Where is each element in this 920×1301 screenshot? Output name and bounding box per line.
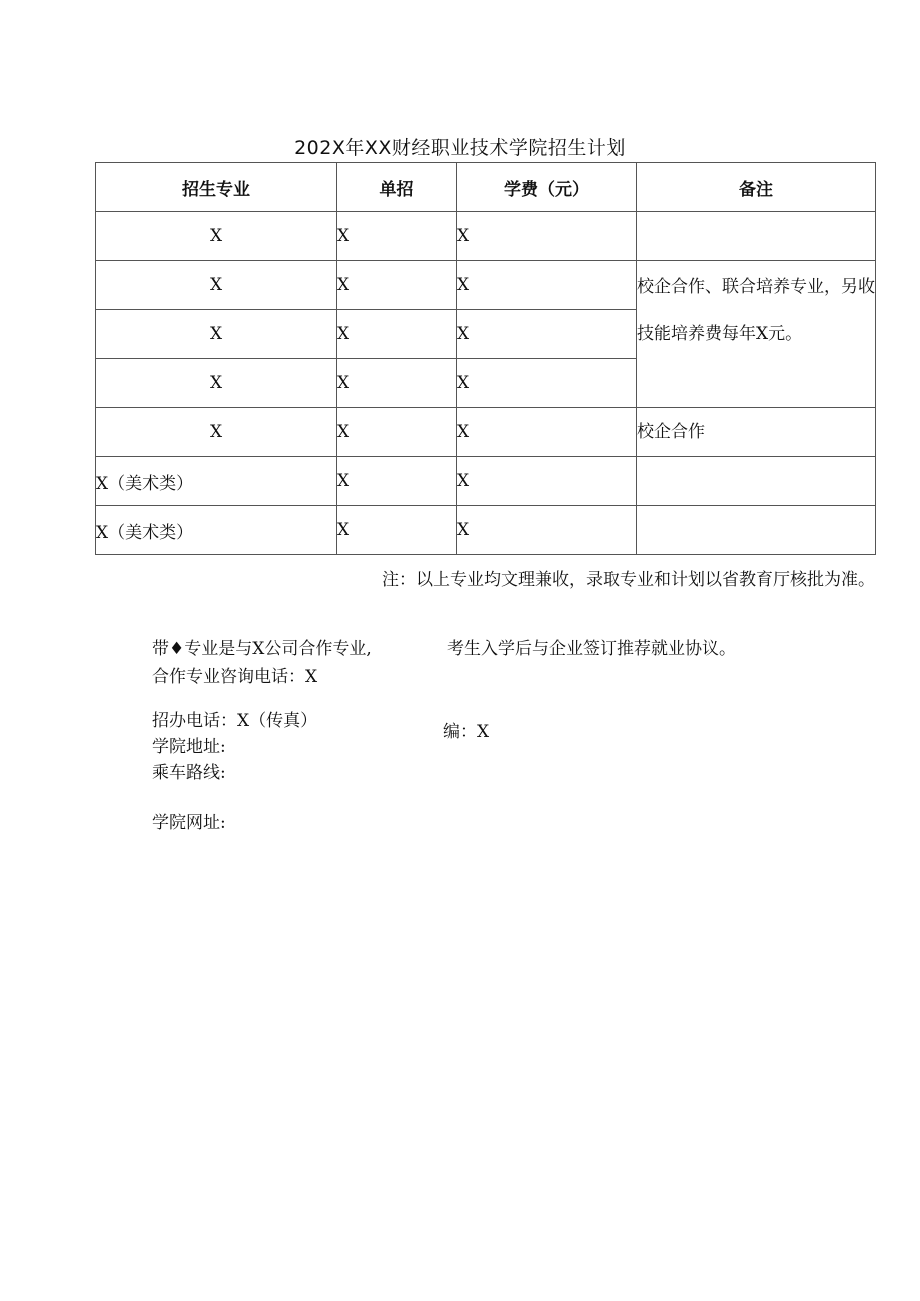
cell-major: X xyxy=(96,310,337,359)
cell-note xyxy=(637,506,876,555)
header-quota: 单招 xyxy=(337,163,457,212)
table-row xyxy=(96,261,876,310)
website-label: 学院网址: xyxy=(152,813,226,833)
cell-fee: X xyxy=(457,310,637,359)
cell-major: X xyxy=(96,261,337,310)
cell-quota: X xyxy=(337,408,457,457)
table-row xyxy=(96,457,876,506)
header-fee: 学费（元） xyxy=(457,163,637,212)
cell-major: X xyxy=(96,359,337,408)
cell-major: X（美术类） xyxy=(96,506,337,555)
address-label: 学院地址: xyxy=(152,737,226,757)
header-note: 备注 xyxy=(637,163,876,212)
cell-fee: X xyxy=(457,261,637,310)
partner-line: 带♦专业是与X公司合作专业, xyxy=(152,639,372,659)
table-row xyxy=(96,408,876,457)
cell-note xyxy=(637,212,876,261)
table-row xyxy=(96,212,876,261)
table-header-row xyxy=(96,163,876,212)
table-row xyxy=(96,506,876,555)
cell-quota: X xyxy=(337,457,457,506)
cell-quota: X xyxy=(337,359,457,408)
route-label: 乘车路线: xyxy=(152,763,226,783)
cell-quota: X xyxy=(337,261,457,310)
office-phone: 招办电话：X（传真） xyxy=(152,711,318,731)
agreement-line: 考生入学后与企业签订推荐就业协议。 xyxy=(447,639,736,659)
page-title: 202X年XX财经职业技术学院招生计划 xyxy=(294,137,626,159)
cell-note: 校企合作 xyxy=(637,408,876,457)
cell-fee: X xyxy=(457,359,637,408)
cell-fee: X xyxy=(457,408,637,457)
enrollment-plan-table xyxy=(95,162,876,555)
cell-major: X xyxy=(96,408,337,457)
cell-note-merged: 校企合作、联合培养专业，另收技能培养费每年X元。 xyxy=(637,261,876,408)
cell-fee: X xyxy=(457,506,637,555)
footnote: 注：以上专业均文理兼收，录取专业和计划以省教育厅核批为准。 xyxy=(382,570,875,590)
header-major: 招生专业 xyxy=(96,163,337,212)
cell-quota: X xyxy=(337,212,457,261)
consult-phone: 合作专业咨询电话：X xyxy=(152,667,318,687)
cell-quota: X xyxy=(337,506,457,555)
postcode: 编：X xyxy=(443,722,490,742)
cell-major: X（美术类） xyxy=(96,457,337,506)
cell-fee: X xyxy=(457,212,637,261)
cell-fee: X xyxy=(457,457,637,506)
cell-quota: X xyxy=(337,310,457,359)
cell-note xyxy=(637,457,876,506)
cell-major: X xyxy=(96,212,337,261)
